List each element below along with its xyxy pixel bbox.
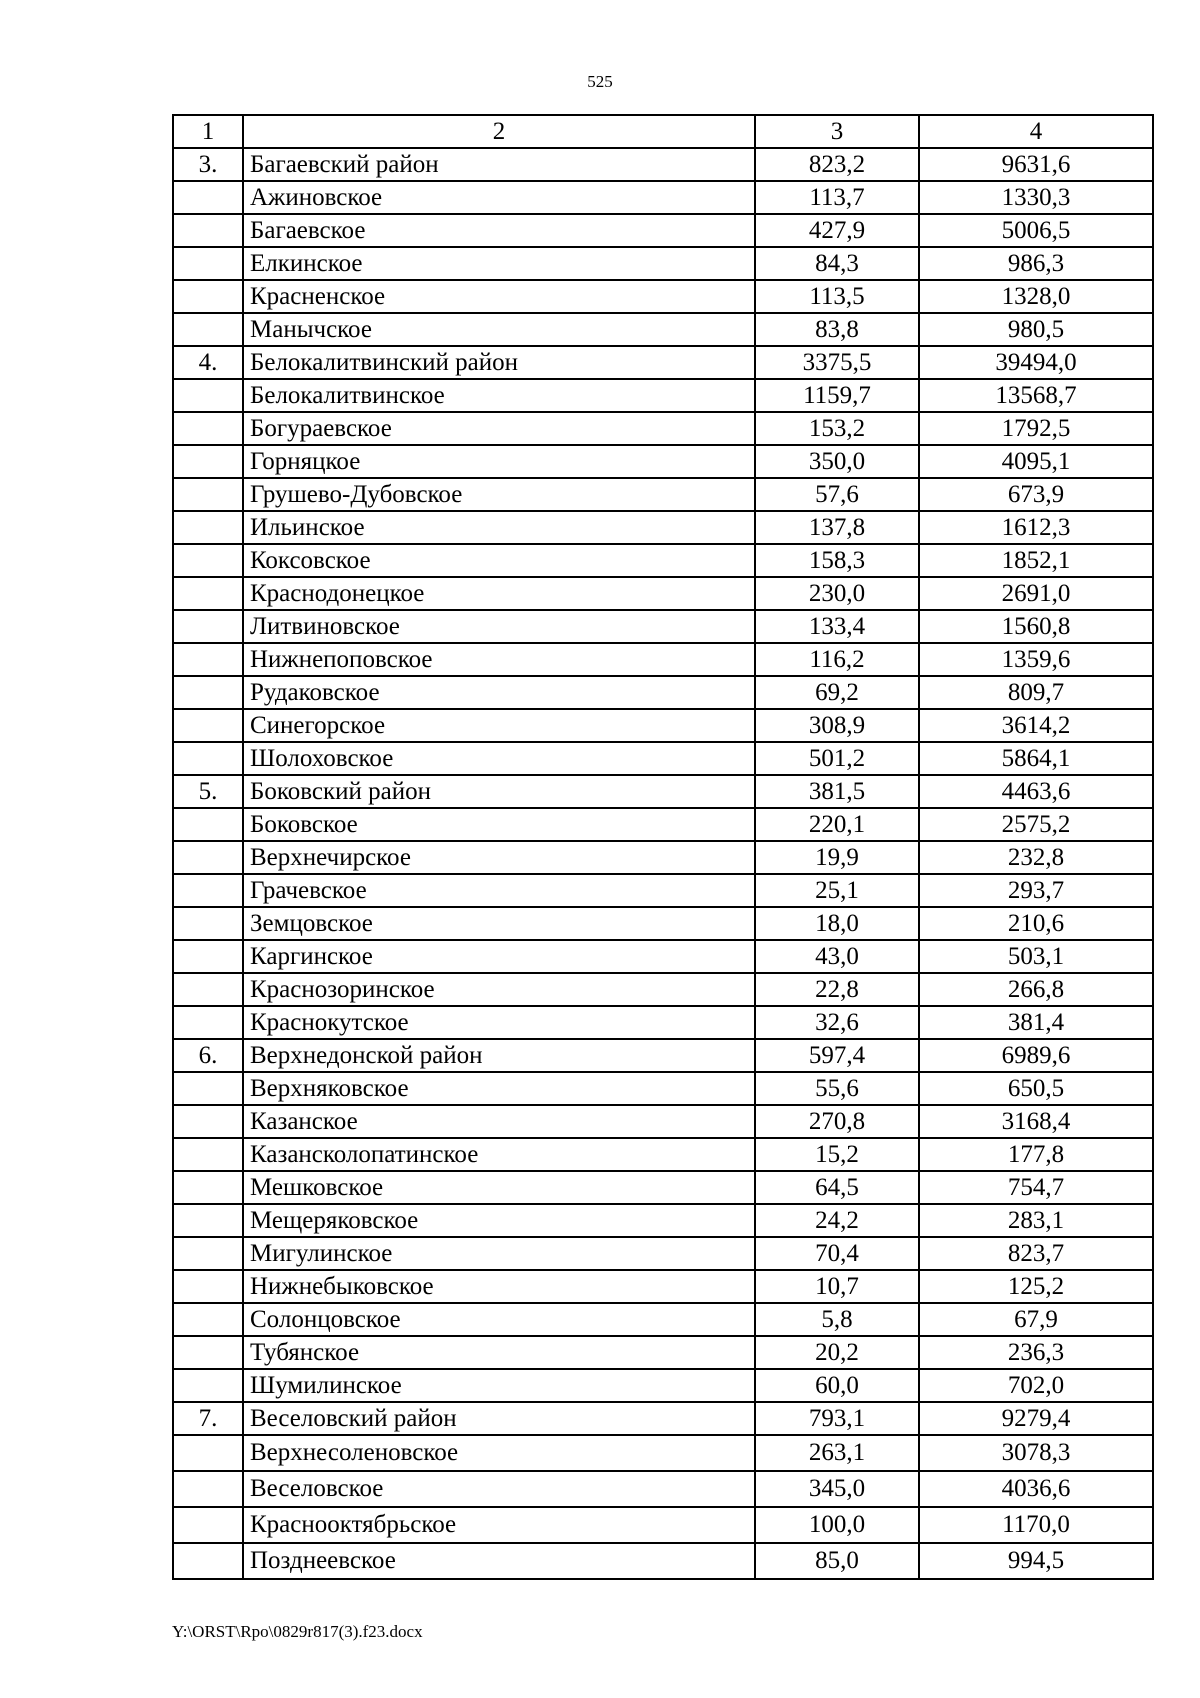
row-value-col3: 345,0 — [755, 1471, 919, 1507]
table-row — [173, 181, 1153, 214]
row-value-col4: 3614,2 — [919, 709, 1153, 742]
row-number — [173, 1171, 243, 1204]
row-value-col4: 9279,4 — [919, 1402, 1153, 1435]
row-number — [173, 313, 243, 346]
table-row — [173, 577, 1153, 610]
row-value-col4: 1560,8 — [919, 610, 1153, 643]
row-number — [173, 1072, 243, 1105]
row-name: Веселовский район — [243, 1402, 755, 1435]
row-number — [173, 214, 243, 247]
row-value-col3: 220,1 — [755, 808, 919, 841]
row-value-col4: 232,8 — [919, 841, 1153, 874]
row-value-col3: 1159,7 — [755, 379, 919, 412]
row-value-col4: 210,6 — [919, 907, 1153, 940]
table-row — [173, 214, 1153, 247]
row-number — [173, 1435, 243, 1471]
row-value-col3: 597,4 — [755, 1039, 919, 1072]
row-name: Краснозоринское — [243, 973, 755, 1006]
row-name: Мешковское — [243, 1171, 755, 1204]
row-number — [173, 181, 243, 214]
row-value-col3: 116,2 — [755, 643, 919, 676]
row-name: Верхнедонской район — [243, 1039, 755, 1072]
row-number — [173, 973, 243, 1006]
row-number — [173, 1471, 243, 1507]
row-number — [173, 676, 243, 709]
row-value-col4: 4463,6 — [919, 775, 1153, 808]
row-value-col4: 2575,2 — [919, 808, 1153, 841]
row-name: Грачевское — [243, 874, 755, 907]
row-value-col4: 381,4 — [919, 1006, 1153, 1039]
table-row — [173, 544, 1153, 577]
row-name: Верхняковское — [243, 1072, 755, 1105]
table-row — [173, 1171, 1153, 1204]
row-value-col3: 113,7 — [755, 181, 919, 214]
row-value-col3: 263,1 — [755, 1435, 919, 1471]
data-table — [172, 114, 1154, 1580]
table-row — [173, 742, 1153, 775]
header-cell-1: 1 — [173, 115, 243, 148]
row-value-col3: 18,0 — [755, 907, 919, 940]
row-value-col4: 236,3 — [919, 1336, 1153, 1369]
row-value-col4: 1792,5 — [919, 412, 1153, 445]
table-row — [173, 808, 1153, 841]
row-value-col3: 230,0 — [755, 577, 919, 610]
row-name: Казанское — [243, 1105, 755, 1138]
row-value-col4: 4095,1 — [919, 445, 1153, 478]
row-number — [173, 1303, 243, 1336]
table-header-row — [173, 115, 1153, 148]
row-value-col4: 125,2 — [919, 1270, 1153, 1303]
row-value-col3: 3375,5 — [755, 346, 919, 379]
table-row — [173, 676, 1153, 709]
footer-file-path: Y:\ORST\Rpo\0829r817(3).f23.docx — [172, 1622, 423, 1641]
row-value-col4: 980,5 — [919, 313, 1153, 346]
row-name: Синегорское — [243, 709, 755, 742]
row-name: Багаевский район — [243, 148, 755, 181]
row-name: Нижнебыковское — [243, 1270, 755, 1303]
row-number: 5. — [173, 775, 243, 808]
row-value-col3: 381,5 — [755, 775, 919, 808]
row-number — [173, 841, 243, 874]
row-value-col3: 24,2 — [755, 1204, 919, 1237]
row-number — [173, 1204, 243, 1237]
row-name: Елкинское — [243, 247, 755, 280]
row-number — [173, 1336, 243, 1369]
row-value-col3: 84,3 — [755, 247, 919, 280]
row-name: Белокалитвинское — [243, 379, 755, 412]
row-value-col4: 1612,3 — [919, 511, 1153, 544]
row-number: 6. — [173, 1039, 243, 1072]
row-value-col3: 350,0 — [755, 445, 919, 478]
row-number — [173, 1543, 243, 1579]
row-value-col3: 32,6 — [755, 1006, 919, 1039]
table-row — [173, 1072, 1153, 1105]
table-row — [173, 313, 1153, 346]
row-number — [173, 907, 243, 940]
row-value-col4: 6989,6 — [919, 1039, 1153, 1072]
table-row — [173, 874, 1153, 907]
row-name: Мигулинское — [243, 1237, 755, 1270]
row-value-col3: 15,2 — [755, 1138, 919, 1171]
table-row — [173, 940, 1153, 973]
row-name: Краснокутское — [243, 1006, 755, 1039]
row-name: Красненское — [243, 280, 755, 313]
row-number — [173, 1507, 243, 1543]
row-value-col3: 137,8 — [755, 511, 919, 544]
table-row — [173, 1204, 1153, 1237]
table-row — [173, 1543, 1153, 1579]
row-value-col4: 4036,6 — [919, 1471, 1153, 1507]
table-row — [173, 709, 1153, 742]
row-name: Ажиновское — [243, 181, 755, 214]
row-value-col4: 673,9 — [919, 478, 1153, 511]
row-value-col3: 10,7 — [755, 1270, 919, 1303]
row-value-col4: 1170,0 — [919, 1507, 1153, 1543]
row-value-col4: 177,8 — [919, 1138, 1153, 1171]
row-value-col3: 85,0 — [755, 1543, 919, 1579]
row-value-col3: 501,2 — [755, 742, 919, 775]
row-value-col3: 133,4 — [755, 610, 919, 643]
table-row — [173, 346, 1153, 379]
row-value-col4: 293,7 — [919, 874, 1153, 907]
row-value-col4: 1328,0 — [919, 280, 1153, 313]
row-number — [173, 874, 243, 907]
row-value-col4: 67,9 — [919, 1303, 1153, 1336]
row-number — [173, 478, 243, 511]
row-name: Нижнепоповское — [243, 643, 755, 676]
table-row — [173, 1435, 1153, 1471]
row-number — [173, 709, 243, 742]
row-number — [173, 1138, 243, 1171]
row-value-col3: 793,1 — [755, 1402, 919, 1435]
row-name: Рудаковское — [243, 676, 755, 709]
row-value-col3: 158,3 — [755, 544, 919, 577]
table-row — [173, 445, 1153, 478]
row-value-col3: 70,4 — [755, 1237, 919, 1270]
row-name: Верхнесоленовское — [243, 1435, 755, 1471]
row-name: Краснодонецкое — [243, 577, 755, 610]
row-value-col3: 57,6 — [755, 478, 919, 511]
row-name: Коксовское — [243, 544, 755, 577]
row-value-col3: 5,8 — [755, 1303, 919, 1336]
row-value-col4: 503,1 — [919, 940, 1153, 973]
table-row — [173, 511, 1153, 544]
table-row — [173, 775, 1153, 808]
row-value-col4: 994,5 — [919, 1543, 1153, 1579]
row-name: Позднеевское — [243, 1543, 755, 1579]
row-number — [173, 1369, 243, 1402]
row-name: Горняцкое — [243, 445, 755, 478]
row-value-col3: 308,9 — [755, 709, 919, 742]
table-row — [173, 247, 1153, 280]
table-row — [173, 841, 1153, 874]
row-name: Верхнечирское — [243, 841, 755, 874]
table-row — [173, 907, 1153, 940]
row-name: Грушево-Дубовское — [243, 478, 755, 511]
row-value-col3: 25,1 — [755, 874, 919, 907]
row-number — [173, 610, 243, 643]
row-name: Шумилинское — [243, 1369, 755, 1402]
row-value-col4: 1852,1 — [919, 544, 1153, 577]
row-value-col4: 650,5 — [919, 1072, 1153, 1105]
row-value-col4: 2691,0 — [919, 577, 1153, 610]
row-number — [173, 1270, 243, 1303]
table-row — [173, 412, 1153, 445]
row-name: Манычское — [243, 313, 755, 346]
table-row — [173, 1402, 1153, 1435]
table-row — [173, 1006, 1153, 1039]
row-value-col3: 19,9 — [755, 841, 919, 874]
row-number — [173, 544, 243, 577]
row-value-col4: 702,0 — [919, 1369, 1153, 1402]
row-name: Литвиновское — [243, 610, 755, 643]
row-value-col4: 986,3 — [919, 247, 1153, 280]
row-number — [173, 247, 243, 280]
row-number — [173, 577, 243, 610]
table-row — [173, 1369, 1153, 1402]
table-row — [173, 1336, 1153, 1369]
row-name: Шолоховское — [243, 742, 755, 775]
row-number — [173, 412, 243, 445]
row-value-col4: 39494,0 — [919, 346, 1153, 379]
row-name: Багаевское — [243, 214, 755, 247]
row-value-col3: 427,9 — [755, 214, 919, 247]
header-cell-3: 3 — [755, 115, 919, 148]
row-value-col3: 83,8 — [755, 313, 919, 346]
row-value-col4: 3078,3 — [919, 1435, 1153, 1471]
row-number — [173, 511, 243, 544]
table-row — [173, 1471, 1153, 1507]
row-number — [173, 643, 243, 676]
row-number — [173, 445, 243, 478]
row-number — [173, 1105, 243, 1138]
row-name: Белокалитвинский район — [243, 346, 755, 379]
table-row — [173, 1237, 1153, 1270]
table-row — [173, 1507, 1153, 1543]
row-number — [173, 742, 243, 775]
header-cell-4: 4 — [919, 115, 1153, 148]
row-number — [173, 379, 243, 412]
row-name: Ильинское — [243, 511, 755, 544]
row-value-col3: 823,2 — [755, 148, 919, 181]
row-name: Мещеряковское — [243, 1204, 755, 1237]
row-value-col3: 100,0 — [755, 1507, 919, 1543]
row-name: Богураевское — [243, 412, 755, 445]
header-cell-2: 2 — [243, 115, 755, 148]
row-name: Краснооктябрьское — [243, 1507, 755, 1543]
row-value-col3: 153,2 — [755, 412, 919, 445]
row-name: Каргинское — [243, 940, 755, 973]
row-value-col4: 1359,6 — [919, 643, 1153, 676]
page-number: 525 — [587, 72, 613, 91]
row-value-col4: 13568,7 — [919, 379, 1153, 412]
row-number — [173, 1237, 243, 1270]
row-value-col3: 20,2 — [755, 1336, 919, 1369]
row-value-col3: 69,2 — [755, 676, 919, 709]
row-number — [173, 808, 243, 841]
row-name: Боковское — [243, 808, 755, 841]
row-value-col3: 113,5 — [755, 280, 919, 313]
table-row — [173, 280, 1153, 313]
row-value-col4: 283,1 — [919, 1204, 1153, 1237]
row-number — [173, 1006, 243, 1039]
row-name: Солонцовское — [243, 1303, 755, 1336]
table-row — [173, 973, 1153, 1006]
row-value-col3: 22,8 — [755, 973, 919, 1006]
row-value-col4: 1330,3 — [919, 181, 1153, 214]
row-value-col3: 270,8 — [755, 1105, 919, 1138]
table-row — [173, 643, 1153, 676]
row-value-col4: 823,7 — [919, 1237, 1153, 1270]
row-number: 4. — [173, 346, 243, 379]
row-number: 7. — [173, 1402, 243, 1435]
row-value-col4: 754,7 — [919, 1171, 1153, 1204]
row-value-col4: 3168,4 — [919, 1105, 1153, 1138]
table-row — [173, 1105, 1153, 1138]
row-value-col4: 5006,5 — [919, 214, 1153, 247]
row-value-col3: 60,0 — [755, 1369, 919, 1402]
row-name: Казансколопатинское — [243, 1138, 755, 1171]
row-number — [173, 940, 243, 973]
table-row — [173, 379, 1153, 412]
table-row — [173, 1039, 1153, 1072]
row-number: 3. — [173, 148, 243, 181]
table-row — [173, 478, 1153, 511]
row-value-col4: 9631,6 — [919, 148, 1153, 181]
row-number — [173, 280, 243, 313]
row-value-col4: 266,8 — [919, 973, 1153, 1006]
table-row — [173, 148, 1153, 181]
table-row — [173, 1270, 1153, 1303]
row-name: Веселовское — [243, 1471, 755, 1507]
table-row — [173, 1303, 1153, 1336]
table-row — [173, 610, 1153, 643]
row-value-col4: 5864,1 — [919, 742, 1153, 775]
row-name: Боковский район — [243, 775, 755, 808]
row-value-col3: 55,6 — [755, 1072, 919, 1105]
row-name: Земцовское — [243, 907, 755, 940]
row-name: Тубянское — [243, 1336, 755, 1369]
table-row — [173, 1138, 1153, 1171]
row-value-col3: 43,0 — [755, 940, 919, 973]
row-value-col4: 809,7 — [919, 676, 1153, 709]
row-value-col3: 64,5 — [755, 1171, 919, 1204]
